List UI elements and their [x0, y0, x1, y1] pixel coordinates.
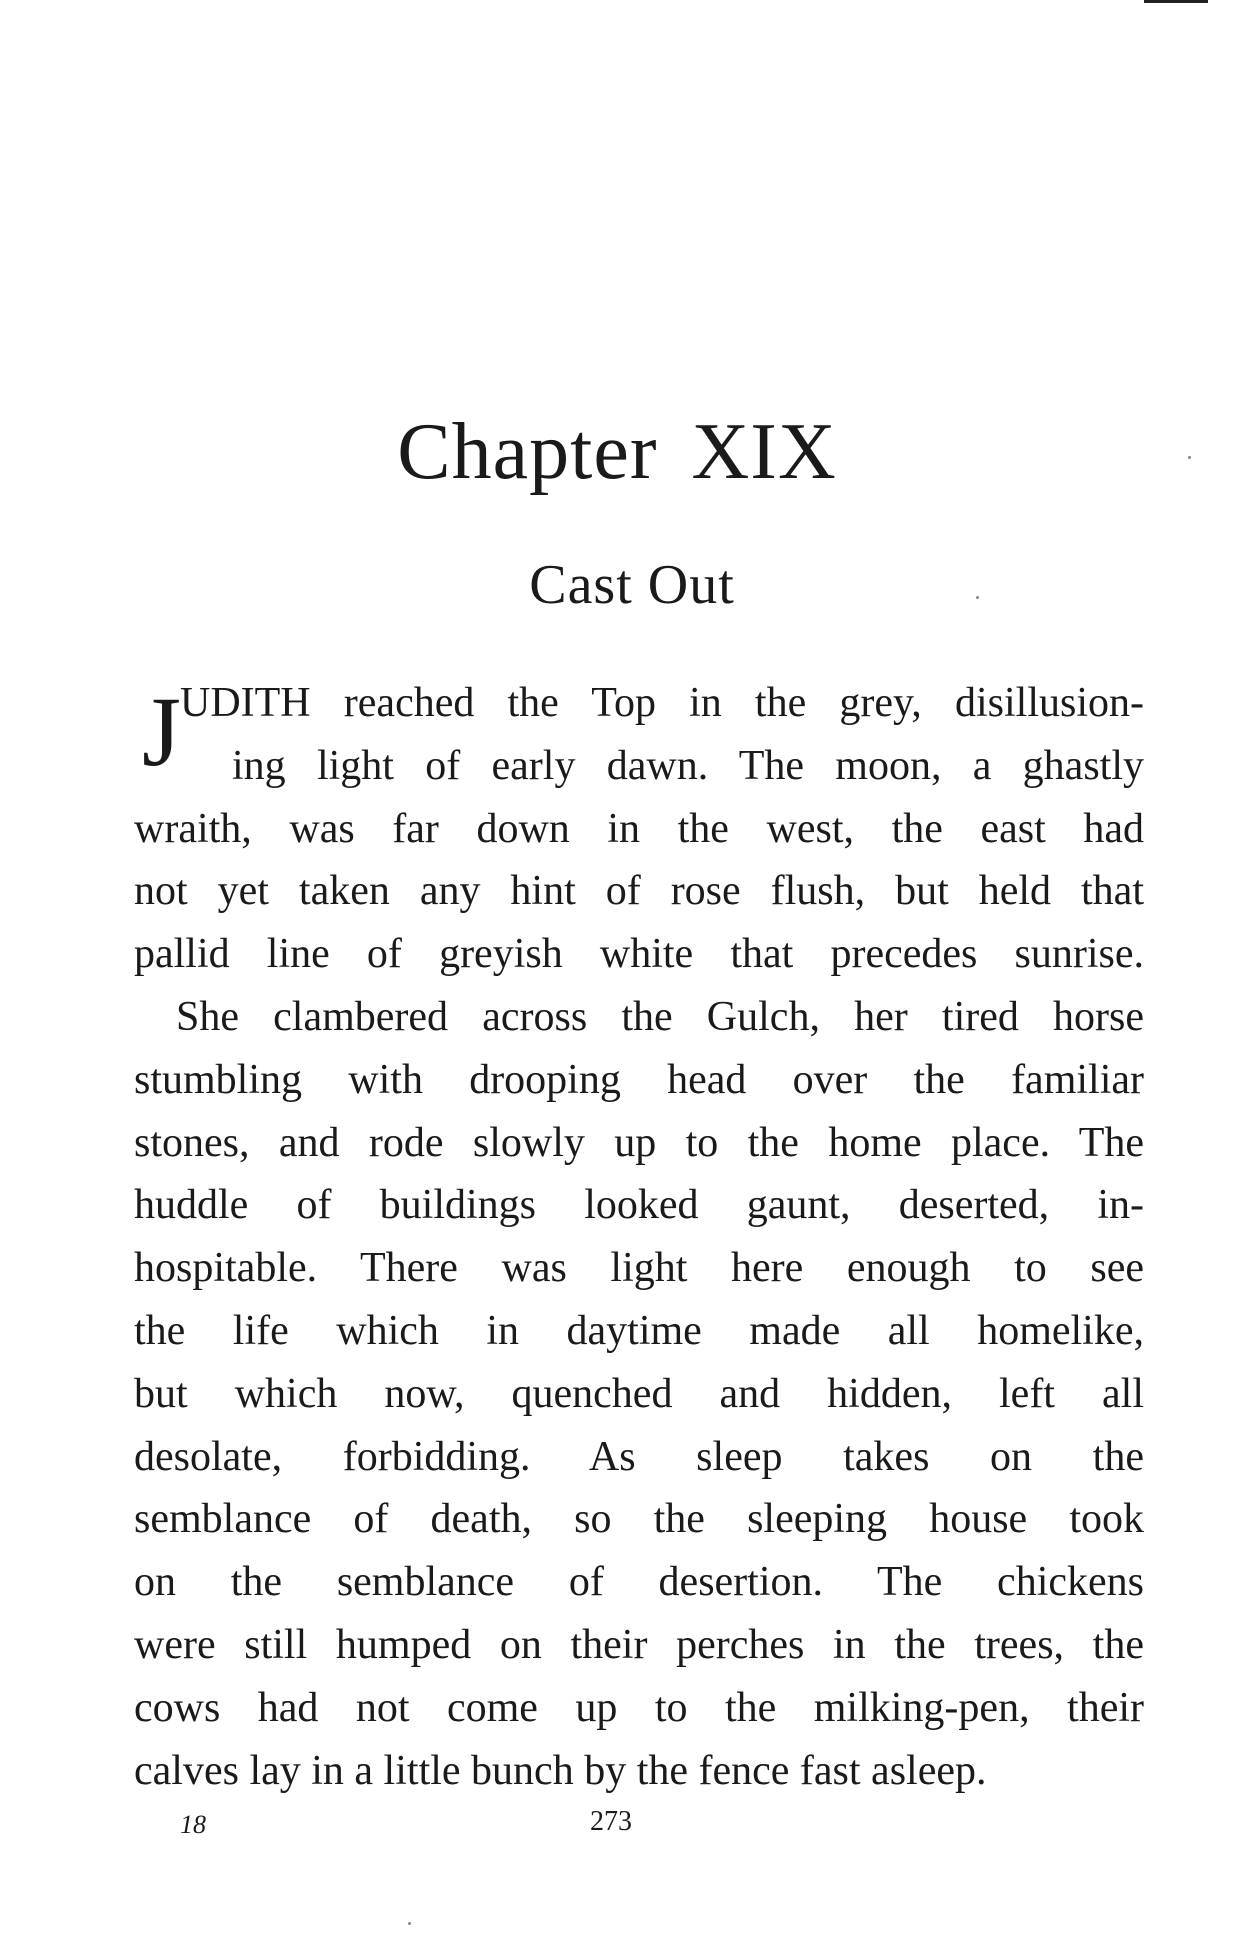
text-line: cows had not come up to the milking-pen, their	[134, 1684, 1144, 1731]
text-line: She clambered across the Gulch, her tired horse	[176, 993, 1144, 1040]
text-line: on the semblance of desertion. The chickens	[134, 1559, 1144, 1606]
chapter-number: XIX	[691, 408, 837, 496]
paper-speck	[976, 596, 979, 599]
text-line: semblance of death, so the sleeping house took	[134, 1496, 1144, 1543]
text-line: ing light of early dawn. The moon, a ghastly	[232, 742, 1144, 789]
paragraph-2	[134, 986, 1144, 1802]
text-line: desolate, forbidding. As sleep takes on the	[134, 1433, 1144, 1480]
chapter-heading	[0, 404, 1234, 500]
top-edge-rule	[1144, 0, 1208, 3]
text-line: UDITH reached the Top in the grey, disillusion-	[180, 680, 1144, 726]
text-line: hospitable. There was light here enough to see	[134, 1245, 1144, 1292]
text-line: but which now, quenched and hidden, left all	[134, 1370, 1144, 1417]
chapter-body	[134, 672, 1144, 1802]
chapter-label: Chapter	[397, 408, 658, 496]
signature-mark: 18	[180, 1810, 206, 1839]
text-line: the life which in daytime made all homelike,	[134, 1307, 1144, 1354]
text-line: wraith, was far down in the west, the east had	[134, 805, 1144, 852]
paragraph-1	[134, 672, 1144, 986]
paper-speck	[408, 1922, 411, 1925]
text-line: pallid line of greyish white that precedes sunrise.	[134, 931, 1144, 978]
paper-speck	[1188, 456, 1191, 459]
text-line: huddle of buildings looked gaunt, deserted, in-	[134, 1182, 1144, 1229]
text-line: stones, and rode slowly up to the home place. The	[134, 1119, 1144, 1166]
text-line: were still humped on their perches in the trees, the	[134, 1621, 1144, 1668]
text-line: not yet taken any hint of rose flush, but held that	[134, 868, 1144, 915]
page-number: 273	[590, 1806, 632, 1837]
drop-cap: J	[142, 676, 181, 787]
chapter-title: Cast Out	[529, 554, 735, 616]
text-line: calves lay in a little bunch by the fence fast asleep.	[134, 1747, 987, 1794]
text-line: stumbling with drooping head over the familiar	[134, 1056, 1144, 1103]
